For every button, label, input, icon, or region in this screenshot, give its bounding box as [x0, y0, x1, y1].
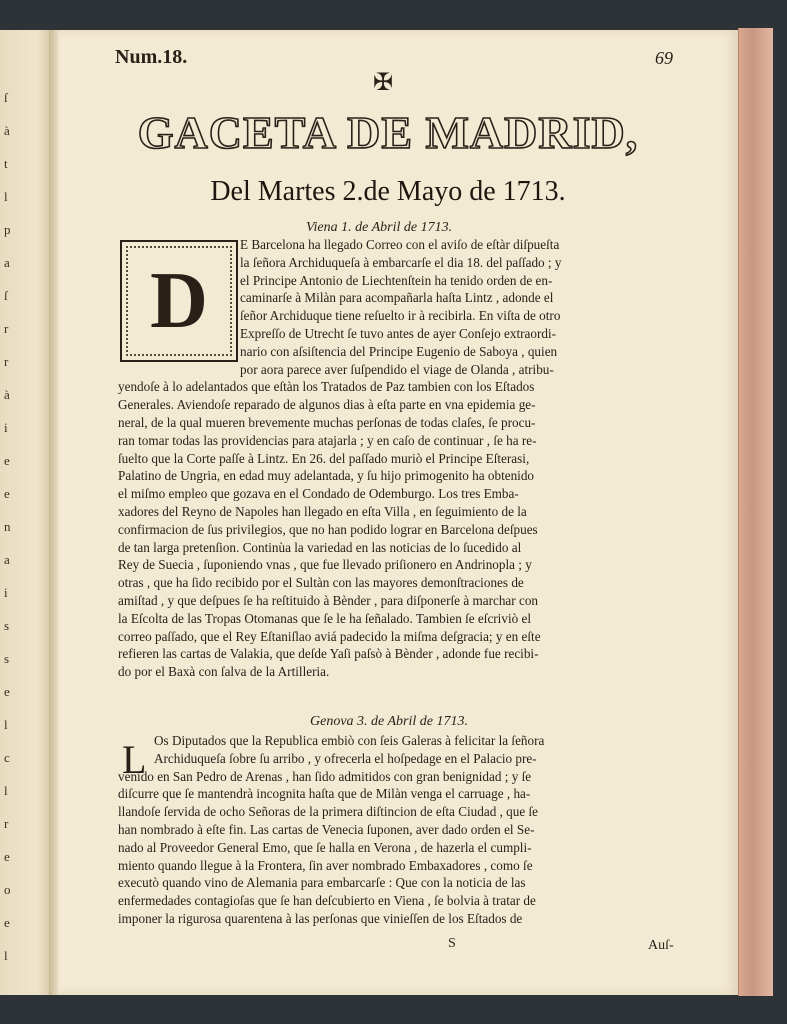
left-page-fragment: a [4, 255, 10, 270]
text-line: yendoſe à lo adelantados que eſtàn los Tratados de Paz tambien con los Eſtados [118, 379, 535, 395]
left-page-fragment: r [4, 816, 9, 831]
text-line: amiſtad , y que deſpues ſe ha reſtituido à Bènder , para diſponerſe à marchar con [118, 593, 539, 608]
left-page-fragment: n [4, 519, 11, 534]
text-line: Palatino de Ungria, en edad muy adelantada, y ſu hijo primogenito ha obtenido [118, 468, 535, 484]
left-page-fragment: à [4, 123, 10, 138]
left-page-fragment: p [4, 222, 11, 237]
text-line: venido en San Pedro de Arenas , han ſido admitidos con gran benignidad ; y ſe [118, 768, 532, 784]
left-page-fragment: à [4, 387, 10, 402]
text-line: ſeñor Archiduque tiene reſuelto ir à recibirla. En viſta de otro [240, 308, 561, 324]
left-page-fragment: ſ [4, 288, 8, 303]
initial-ornament-border [126, 246, 232, 356]
left-page-edge [0, 30, 53, 995]
page-edge [738, 28, 773, 996]
text-line: nario con aſsiſtencia del Principe Eugenio de Saboya , quien [240, 343, 558, 359]
text-line: ſuelto que la Corte paſſe à Lintz. En 26. del paſſado muriò el Principe Eſterasi, [118, 450, 530, 466]
decorated-initial [120, 240, 238, 362]
left-page-fragment: r [4, 321, 9, 336]
text-line: el miſmo empleo que gozava en el Condado de Odemburgo. Los tres Emba- [118, 486, 519, 502]
text-line: confirmacion de ſus privilegios, que no han podido lograr en Barcelona deſpues [118, 521, 538, 537]
left-page-fragment: c [4, 750, 10, 765]
text-line: caminarſe à Milàn para acompañarla haſta Lintz , adonde el [240, 290, 554, 306]
text-line: otras , que ha ſido recibido por el Sultàn con las mayores demonſtraciones de [118, 575, 524, 591]
left-page-fragment: o [4, 882, 11, 897]
text-line: xadores del Reyno de Napoles han llegado en eſta Villa , en ſeguimiento de la [118, 504, 527, 519]
left-page-fragment: i [4, 420, 8, 435]
text-line: executò quando vino de Alemania para embarcarſe : Que con la noticia de las [118, 875, 526, 891]
left-page-fragment: t [4, 156, 8, 171]
left-page-fragment: i [4, 585, 8, 600]
page-number: 69 [655, 48, 673, 68]
issue-number: Num.18. [115, 46, 188, 68]
drop-initial-l: L [122, 737, 147, 782]
text-line: E Barcelona ha llegado Correo con el aviſo de eſtàr diſpueſta [240, 237, 560, 252]
text-line: por aora parece aver ſuſpendido el viage de Olanda , atribu- [240, 361, 554, 377]
text-line: ran tomar todas las providencias para atajarla ; y en caſo de continuar , ſe ha re- [118, 432, 537, 448]
gazette-title: GACETA DE MADRID, [137, 107, 639, 158]
cross-ornament-icon: ✠ [373, 68, 394, 96]
text-line: el Principe Antonio de Liechtenſtein ha tenido orden de en- [240, 272, 553, 288]
text-line: diſcurre que ſe mantendrà incognita haſta que de Milàn venga el carruage , ha- [118, 786, 531, 802]
left-page-fragment: e [4, 453, 10, 468]
text-line: llandoſe ſervida de ocho Señoras de la primera diſtincion de eſta Ciudad , que ſe [118, 804, 539, 820]
text-line: la ſeñora Archiduqueſa à embarcarſe el dia 18. del paſſado ; y [240, 254, 562, 270]
left-page-fragment: e [4, 486, 10, 501]
left-page-fragment: r [4, 354, 9, 369]
decorated-initial-letter: D [150, 256, 208, 345]
section-heading-viena: Viena 1. de Abril de 1713. [306, 220, 453, 235]
left-page-fragment: e [4, 849, 10, 864]
text-line: Rey de Suecia , ſuponiendo vnas , que fue llevado priſionero en Andrinopla ; y [118, 557, 532, 573]
text-line: han nombrado à eſte fin. Las cartas de Venecia ſuponen, aver dado orden el Se- [118, 822, 535, 837]
left-page-fragment: l [4, 717, 8, 732]
text-line: miento quando llegue à la Frontera, ſin aver nombrado Embaxadores , como ſe [118, 857, 533, 873]
section-heading-genova: Genova 3. de Abril de 1713. [310, 714, 468, 729]
text-line: de tan larga pretenſion. Continùa la variedad en las noticias de lo ſucedido al [118, 539, 522, 555]
text-line: Os Diputados que la Republica embiò con ſeis Galeras à felicitar la ſeñora [154, 733, 545, 748]
text-line: nado al Proveedor General Emo, que ſe halla en Verona , de hazerla el cumpli- [118, 839, 532, 855]
left-page-fragment: l [4, 189, 8, 204]
text-line: correo paſſado, que el Rey Eſtaniſlao aviá padecido la miſma deſgracia; y en eſte [118, 628, 541, 644]
text-line: Generales. Aviendoſe reparado de algunos dias à eſta parte en vna epidemia ge- [118, 397, 536, 413]
left-page-fragment: l [4, 783, 8, 798]
left-page-fragment: l [4, 948, 8, 963]
text-line: enfermedades contagioſas que ſe han deſcubierto en Viena , ſe bolvia à tratar de [118, 893, 536, 909]
issue-date: Del Martes 2.de Mayo de 1713. [210, 176, 566, 207]
text-line: Archiduqueſa ſobre ſu arribo , y ofrecerla el hoſpedage en el Palacio pre- [154, 750, 537, 766]
text-line: refieren las cartas de Valakia, que deſde Yaſi paſsò à Bènder , adonde fue recibi- [118, 646, 539, 662]
text-line: neral, de la qual mueren brevemente muchas perſonas de todas claſes, ſe procu- [118, 415, 536, 430]
catchword: Auſ- [648, 938, 674, 953]
left-page-fragment: e [4, 915, 10, 930]
left-page-fragment: ſ [4, 90, 8, 105]
left-page-fragment: a [4, 552, 10, 567]
gazette-page [58, 30, 738, 995]
text-line: imponer la rigurosa quarentena à las perſonas que vinieſſen de los Eſtados de [118, 911, 523, 926]
left-page-fragment: s [4, 651, 10, 666]
text-line: do por el Baxà con ſalva de la Artilleria. [118, 664, 330, 680]
left-page-fragment: s [4, 618, 10, 633]
text-line: Expreſſo de Utrecht ſe tuvo antes de ayer Conſejo extraordi- [240, 326, 557, 341]
left-page-fragment: e [4, 684, 10, 699]
text-line: la Eſcolta de las Tropas Otomanas que ſe le ha ſeñalado. Tambien ſe eſcriviò el [118, 610, 532, 626]
signature-mark: S [448, 936, 456, 951]
